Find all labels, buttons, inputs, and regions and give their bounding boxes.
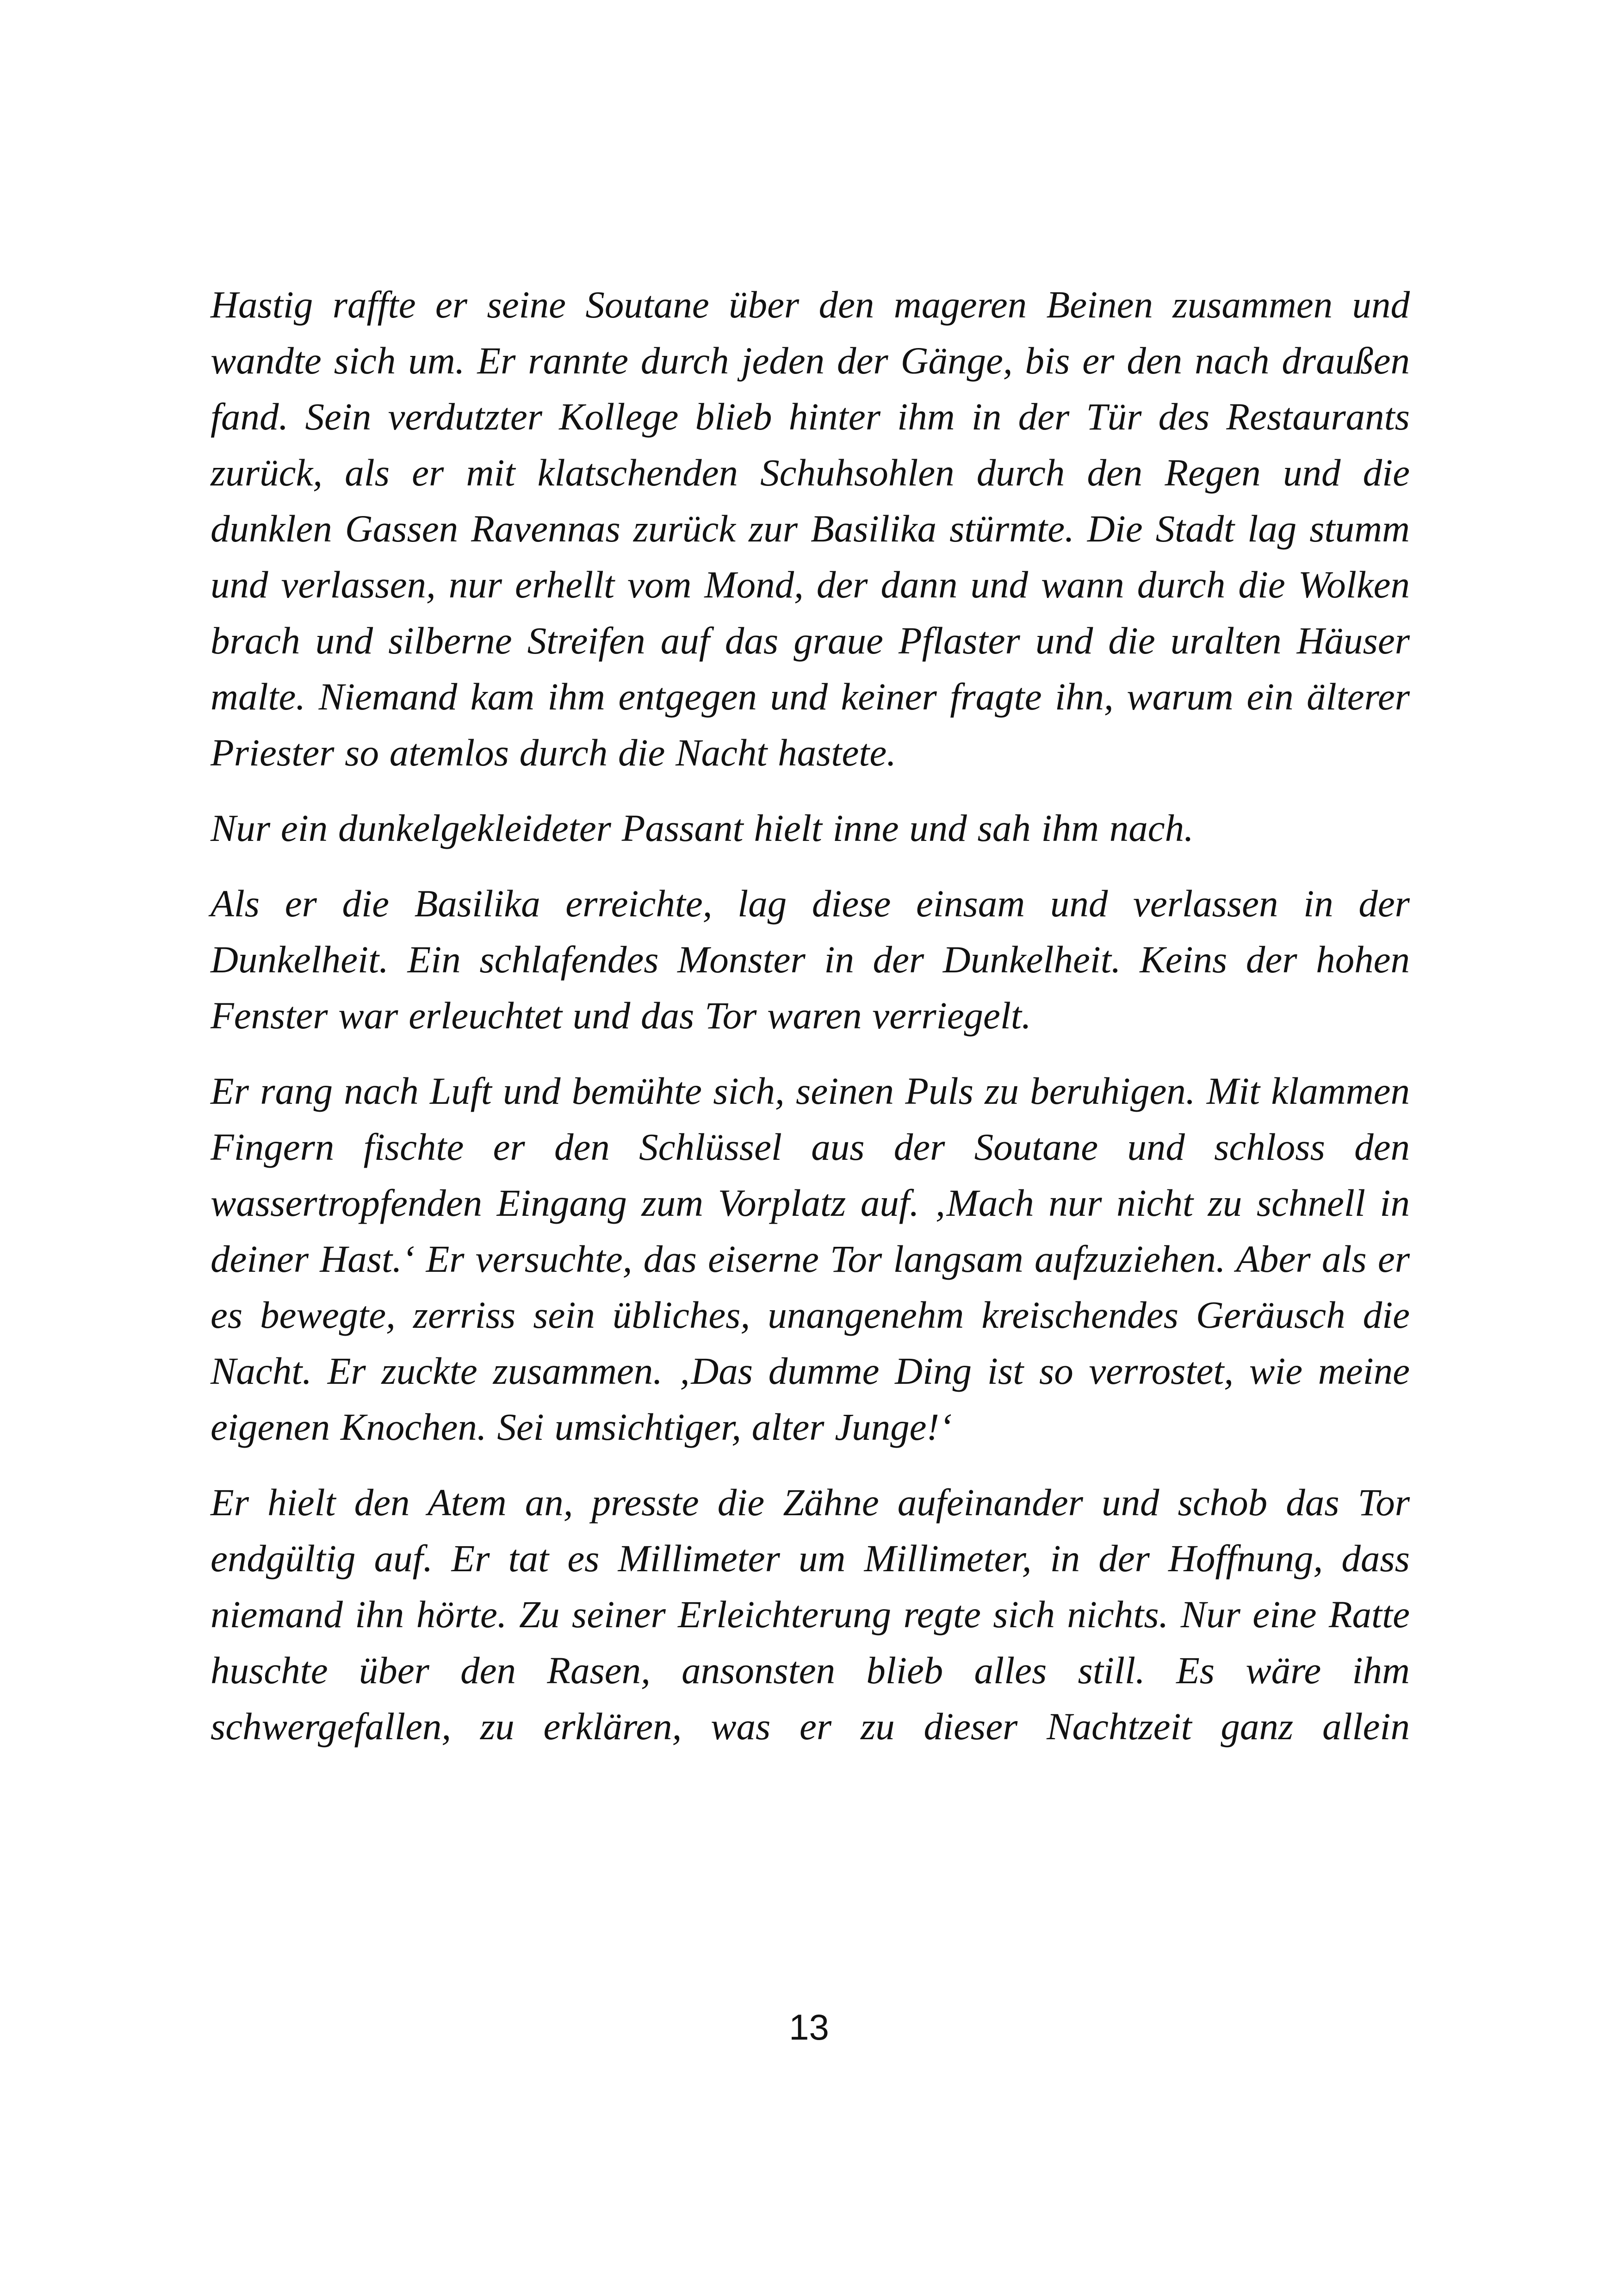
paragraph-3: Als er die Basilika erreichte, lag diese einsam und verlassen in der Dunkelheit. Ein schlafendes Monster in der Dunkelheit. Keins der hohen Fenster war erleuchtet und das Tor waren verriegelt.	[211, 882, 1410, 1037]
paragraph-5: Er hielt den Atem an, presste die Zähne aufeinander und schob das Tor endgültig auf. Er tat es Millimeter um Millimeter, in der Hoffnung, dass niemand ihn hörte. Zu seiner Erleichterung regte sich nichts. Nur eine Ratte huschte über den Rasen, ansonsten blieb alles still. Es wäre ihm schwergefallen, zu erklären, was er zu dieser Nachtzeit ganz allein	[211, 1481, 1410, 1748]
page-number: 13	[789, 2007, 829, 2047]
paragraph-4: Er rang nach Luft und bemühte sich, seinen Puls zu beruhigen. Mit klammen Fingern fischte er den Schlüssel aus der Soutane und schloss den wassertropfenden Eingang zum Vorplatz auf. ‚Mach nur nicht zu schnell in deiner Hast.‘ Er versuchte, das eiserne Tor langsam aufzuziehen. Aber als er es bewegte, zerriss sein übliches, unangenehm kreischendes Geräusch die Nacht. Er zuckte zusammen. ‚Das dumme Ding ist so verrostet, wie meine eigenen Knochen. Sei umsichtiger, alter Junge!‘	[211, 1070, 1410, 1448]
body-text	[211, 277, 1410, 1774]
paragraph-1: Hastig raffte er seine Soutane über den mageren Beinen zusammen und wandte sich um. Er rannte durch jeden der Gänge, bis er den nach draußen fand. Sein verdutzter Kollege blieb hinter ihm in der Tür des Restaurants zurück, als er mit klatschenden Schuhsohlen durch den Regen und die dunklen Gassen Ravennas zurück zur Basilika stürmte. Die Stadt lag stumm und verlassen, nur erhellt vom Mond, der dann und wann durch die Wolken brach und silberne Streifen auf das graue Pflaster und die uralten Häuser malte. Niemand kam ihm entgegen und keiner fragte ihn, warum ein älterer Priester so atemlos durch die Nacht hastete.	[211, 283, 1410, 774]
paragraph-2: Nur ein dunkelgekleideter Passant hielt inne und sah ihm nach.	[211, 807, 1194, 849]
